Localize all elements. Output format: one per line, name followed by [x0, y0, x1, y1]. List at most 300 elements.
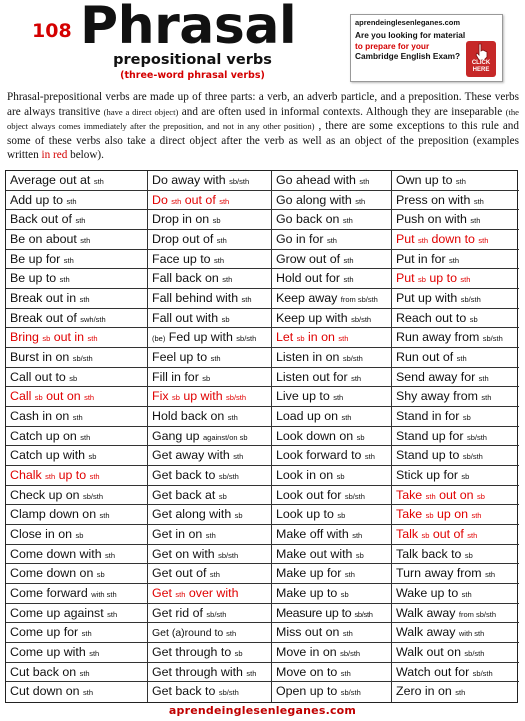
verb-object: sb [171, 393, 180, 403]
intro-red-text: in red [41, 149, 68, 161]
verb-text: Stand up for [396, 428, 467, 443]
verb-text: Come up against [10, 605, 108, 620]
verb-prefix: (be) [152, 334, 166, 344]
verb-cell [6, 171, 148, 191]
verb-cell [272, 230, 392, 250]
verb-text: Hold back on [152, 408, 228, 423]
verb-cell [6, 564, 148, 584]
verb-object: sth [342, 216, 353, 226]
verb-object: sb/sth [72, 353, 93, 363]
verb-text-2: out in [50, 330, 88, 345]
verb-cell [148, 466, 272, 486]
verb-object: sth [478, 373, 489, 383]
verb-text: Run away from [396, 330, 483, 345]
intro-note-1: (have a direct object) [103, 106, 179, 117]
verb-text: Put up with [396, 290, 461, 305]
verb-cell [6, 446, 148, 466]
verb-text: Look up to [276, 507, 338, 522]
verb-object: with sth [91, 589, 117, 599]
verb-cell [148, 171, 272, 191]
verb-text: Close in on [10, 526, 76, 541]
verb-object: sth [470, 216, 481, 226]
verb-text: Cut back on [10, 664, 80, 679]
verb-object: sb [464, 550, 473, 560]
verb-text: Look down on [276, 428, 357, 443]
verb-cell [148, 250, 272, 270]
verb-text: Move in on [276, 644, 341, 659]
verb-object: sb [469, 314, 478, 324]
verb-cell [148, 407, 272, 427]
verb-cell [272, 682, 392, 702]
verb-cell [392, 210, 519, 230]
verb-text: Put in for [396, 251, 450, 266]
verb-object: sth [449, 255, 460, 265]
verb-text: Catch up on [10, 428, 81, 443]
verb-object-2: sth [471, 511, 482, 521]
footer-url: aprendeinglesenleganes.com [168, 704, 357, 717]
verb-object: sth [45, 471, 56, 481]
verb-object: sb/sth [354, 609, 373, 619]
verb-text: Come up for [10, 625, 82, 640]
verb-text: Get in on [152, 526, 206, 541]
verb-cell [6, 368, 148, 388]
verb-object-2: sth [460, 275, 471, 285]
intro-text-3: , there are some exceptions to this rule and some of these verbs also take a direct object after the verb as well as an object of the preposition (examples written [7, 120, 519, 161]
verb-text: Wake up to [396, 585, 462, 600]
verb-cell [272, 171, 392, 191]
page-subsubtitle: (three-word phrasal verbs) [120, 70, 265, 81]
verb-text: Get back to [152, 684, 219, 699]
verb-cell [392, 663, 519, 683]
verb-object: sth [59, 275, 70, 285]
verb-cell [272, 545, 392, 565]
verb-text: Get back to [152, 467, 219, 482]
page-subtitle: prepositional verbs [113, 52, 272, 68]
verb-cell [6, 466, 148, 486]
verb-text: Go back on [276, 212, 343, 227]
verb-text: Look out for [276, 487, 345, 502]
verb-object: sth [79, 294, 90, 304]
verb-cell [272, 191, 392, 211]
click-here-button[interactable] [466, 41, 496, 77]
verb-object: sth [83, 688, 94, 698]
verb-object: sb [88, 452, 97, 462]
verb-text: Cash in on [10, 408, 73, 423]
verb-object: sb [221, 314, 230, 324]
verb-object: sb [421, 530, 430, 540]
verb-text: Push on with [396, 212, 471, 227]
verb-cell [6, 348, 148, 368]
verb-text-2: over with [185, 585, 239, 600]
verb-cell [272, 525, 392, 545]
verb-object: sth [99, 511, 110, 521]
verb-text: Walk away [396, 605, 459, 620]
verb-text-2: out on [435, 487, 477, 502]
verb-cell [272, 387, 392, 407]
verb-text: Fall behind with [152, 290, 242, 305]
verb-cell [148, 191, 272, 211]
verb-cell [272, 210, 392, 230]
verb-cell [392, 387, 519, 407]
verb-object: sth [72, 412, 83, 422]
verb-text: Keep up with [276, 310, 352, 325]
verb-object-2: sth [467, 530, 478, 540]
verb-cell [272, 269, 392, 289]
verb-text: Go in for [276, 231, 327, 246]
verb-cell [272, 250, 392, 270]
verb-object: sb [234, 511, 243, 521]
verb-text: Send away for [396, 369, 479, 384]
ad-line-2: to prepare for your [355, 40, 430, 51]
verb-text: Keep away [276, 290, 341, 305]
verb-cell [392, 584, 519, 604]
verb-text: Call out to [10, 369, 70, 384]
verb-text: Run out of [396, 349, 457, 364]
verb-cell [148, 604, 272, 624]
verb-object: sb/sth [229, 177, 250, 186]
verb-cell [392, 230, 519, 250]
verb-cell [392, 446, 519, 466]
verb-object: sb/sth [83, 491, 104, 501]
verb-cell [148, 564, 272, 584]
verb-text: Come down with [10, 546, 106, 561]
verb-cell [272, 486, 392, 506]
verb-object: sb/sth [218, 471, 239, 481]
verb-cell [392, 250, 519, 270]
verb-text-2: up with [179, 389, 227, 404]
verb-text: Miss out on [276, 625, 343, 640]
verb-cell [272, 407, 392, 427]
verb-cell [6, 643, 148, 663]
verb-cell [148, 682, 272, 702]
verb-cell [148, 309, 272, 329]
verb-cell [392, 604, 519, 624]
verb-cell [6, 663, 148, 683]
verb-cell [148, 427, 272, 447]
hand-pointer-icon [472, 43, 490, 61]
verb-text: Walk away [396, 625, 459, 640]
intro-text-1: Phrasal-prepositional verbs are made up of three parts: a verb, an adverb particle, and a preposition. These verbs are always transitive [7, 91, 519, 118]
verb-cell [148, 289, 272, 309]
verb-object: sth [351, 373, 362, 383]
list-number: 108 [32, 20, 72, 42]
verb-object: sb [356, 432, 365, 442]
verb-object: sb [461, 471, 470, 481]
verb-object: sth [205, 530, 216, 540]
verb-cell [392, 407, 519, 427]
verb-cell [272, 663, 392, 683]
verb-cell [272, 584, 392, 604]
verb-text: Come down on [10, 566, 97, 581]
verb-cell [272, 623, 392, 643]
verb-object: sth [326, 235, 337, 245]
verb-object-2: sth [87, 334, 98, 344]
verb-cell [392, 466, 519, 486]
verb-cell [6, 427, 148, 447]
verb-cell [272, 466, 392, 486]
verb-object: sth [355, 196, 366, 206]
verb-object: sth [66, 196, 77, 206]
verb-object-2: sb [476, 491, 485, 501]
verb-text: Watch out for [396, 664, 473, 679]
cambridge-ad-banner[interactable] [350, 14, 503, 82]
verb-object: sth [175, 589, 186, 599]
ad-line-1: Are you looking for material [355, 30, 466, 40]
verb-text: Go ahead with [276, 173, 360, 187]
verb-object: sth [222, 275, 233, 285]
verb-cell [392, 171, 519, 191]
verb-cell [6, 210, 148, 230]
verb-object: sth [455, 688, 466, 698]
verb-cell [392, 191, 519, 211]
verb-text: Come up with [10, 644, 90, 659]
verb-cell [272, 564, 392, 584]
verb-cell [148, 269, 272, 289]
verb-object: sth [455, 177, 466, 186]
verb-cell [6, 289, 148, 309]
verb-text: Talk [396, 526, 422, 541]
verb-object: sb [212, 216, 221, 226]
verb-object: sth [342, 629, 353, 639]
verb-object: sth [241, 294, 252, 304]
verb-text: Make out with [276, 546, 356, 561]
verb-object: sb/sth [340, 688, 361, 698]
verb-text: Stick up for [396, 467, 462, 482]
verb-text: Make up to [276, 585, 341, 600]
verb-cell [392, 289, 519, 309]
ad-text [355, 30, 467, 62]
verb-cell [148, 446, 272, 466]
verb-cell [272, 348, 392, 368]
verb-text: Load up on [276, 408, 342, 423]
verb-cell [148, 663, 272, 683]
verb-text: Make up for [276, 566, 345, 581]
verb-text: Stand in for [396, 408, 463, 423]
verb-text: Measure up to [276, 605, 355, 620]
verb-cell [6, 328, 148, 348]
verb-cell [6, 387, 148, 407]
verb-object: sth [418, 235, 429, 245]
verb-object: from sb/sth [340, 294, 378, 304]
verb-cell [148, 623, 272, 643]
verb-text: Zero in on [396, 684, 456, 699]
verb-text-2: in on [304, 330, 339, 345]
verb-object-2: sth [219, 196, 230, 206]
verb-object: sb/sth [218, 688, 239, 698]
verb-cell [272, 289, 392, 309]
verb-object-2: sth [84, 393, 95, 403]
verb-cell [148, 230, 272, 250]
verb-text: Catch up with [10, 448, 89, 463]
verb-text: Fed up with [165, 330, 237, 345]
verb-object: sth [227, 412, 238, 422]
verb-cell [392, 269, 519, 289]
verb-object: sb [418, 275, 426, 285]
verb-object: sth [343, 275, 354, 285]
verb-object: sb [337, 511, 346, 521]
verb-text: Put [396, 271, 419, 286]
verb-text: Move on to [276, 664, 341, 679]
verb-text: Reach out to [396, 310, 470, 325]
verb-object: sb/sth [351, 314, 372, 324]
verb-object: sth [340, 668, 351, 678]
verb-cell [6, 191, 148, 211]
verb-text: Live up to [276, 389, 334, 404]
verb-cell [6, 584, 148, 604]
verb-object: sth [214, 255, 225, 265]
verb-cell [392, 682, 519, 702]
verb-text: Chalk [10, 467, 46, 482]
verb-cell [6, 407, 148, 427]
verb-object: sth [341, 412, 352, 422]
verb-object: sth [481, 393, 492, 403]
verb-cell [148, 486, 272, 506]
verb-cell [148, 328, 272, 348]
verb-text-2: out on [42, 389, 85, 404]
verb-text: Turn away from [396, 566, 486, 581]
verb-cell [392, 368, 519, 388]
verb-object: sb/sth [342, 353, 363, 363]
verb-cell [272, 427, 392, 447]
verb-text: Own up to [396, 173, 456, 187]
verb-object: sth [344, 570, 355, 580]
verb-text: Clamp down on [10, 507, 100, 522]
verb-cell [392, 545, 519, 565]
verb-object: sth [171, 196, 182, 206]
verb-text: Go along with [276, 192, 356, 207]
verb-text: Get through with [152, 664, 247, 679]
verb-text: Look forward to [276, 448, 365, 463]
verb-object: sb [425, 511, 434, 521]
verb-object: sb [202, 373, 211, 383]
verb-text: Get [152, 585, 176, 600]
verb-text: Get out of [152, 566, 210, 581]
verb-cell [272, 328, 392, 348]
phrasal-verb-table [5, 170, 518, 703]
verb-cell [392, 564, 519, 584]
verb-text: Get through to [152, 644, 235, 659]
verb-object: sb/sth [218, 550, 239, 560]
verb-object: sth [461, 589, 472, 599]
verb-cell [392, 348, 519, 368]
verb-object: sth [89, 648, 100, 658]
verb-text-2: up to [55, 467, 90, 482]
verb-object: sb [42, 334, 51, 344]
verb-object: sth [80, 432, 91, 442]
verb-object: sb/sth [340, 648, 361, 658]
verb-text: Stand up to [396, 448, 463, 463]
verb-text: Put [396, 231, 419, 246]
verb-object: sth [456, 353, 467, 363]
verb-text: Call [10, 389, 35, 404]
verb-object-2: sb/sth [226, 393, 247, 403]
verb-object: sb/sth [344, 491, 365, 501]
verb-text: Burst in on [10, 349, 73, 364]
verb-text: Make off with [276, 526, 353, 541]
verb-cell [272, 368, 392, 388]
verb-cell [148, 368, 272, 388]
verb-cell [148, 545, 272, 565]
verb-object: sb [34, 393, 43, 403]
ad-line-3: Cambridge English Exam? [355, 51, 461, 62]
verb-text: Let [276, 330, 297, 345]
verb-cell [6, 623, 148, 643]
verb-object: sb [218, 491, 227, 501]
verb-text: Drop in on [152, 212, 213, 227]
verb-object: sth [210, 353, 221, 363]
verb-object: sb/sth [462, 452, 483, 462]
verb-object: sb [462, 412, 471, 422]
verb-cell [6, 230, 148, 250]
verb-object: sb [340, 589, 349, 599]
verb-object: sb/sth [466, 432, 487, 442]
verb-text: Fall out with [152, 310, 222, 325]
verb-text-2: up on [433, 507, 472, 522]
verb-cell [6, 309, 148, 329]
verb-cell [392, 643, 519, 663]
verb-text: Look in on [276, 467, 337, 482]
verb-object: sb [234, 648, 243, 658]
verb-cell [6, 269, 148, 289]
verb-cell [6, 604, 148, 624]
verb-cell [392, 427, 519, 447]
verb-object: sth [75, 216, 86, 226]
verb-cell [6, 486, 148, 506]
verb-cell [6, 250, 148, 270]
verb-object: sb [69, 373, 78, 383]
verb-text: Hold out for [276, 271, 344, 286]
verb-text: Get away with [152, 448, 234, 463]
ad-url: aprendeinglesenleganes.com [355, 18, 461, 27]
verb-text: Drop out of [152, 231, 217, 246]
verb-object: sth [233, 452, 244, 462]
page-title: Phrasal [80, 0, 297, 56]
verb-text: Feel up to [152, 349, 211, 364]
intro-note-2: (the object always comes immediately after the preposition, and not in any other position) [7, 106, 519, 131]
verb-cell [148, 643, 272, 663]
verb-object: sb [336, 471, 345, 481]
verb-object: against/on sb [202, 432, 248, 442]
verb-cell [6, 545, 148, 565]
verb-object-2: sth [478, 235, 489, 245]
verb-text: Be up for [10, 251, 64, 266]
verb-object: sth [359, 177, 370, 186]
verb-text: Walk out on [396, 644, 465, 659]
intro-paragraph [7, 90, 519, 163]
verb-cell [272, 309, 392, 329]
verb-text: Open up to [276, 684, 341, 699]
verb-object: sth [473, 196, 484, 206]
intro-text-2: and are often used in informal contexts. Although they are inseparable [178, 105, 506, 118]
verb-cell [6, 505, 148, 525]
verb-text: Do [152, 192, 172, 207]
verb-text: Average out at [10, 173, 94, 187]
verb-object: sth [352, 530, 363, 540]
click-here-label: CLICK HERE [471, 60, 491, 73]
verb-object: sb/sth [482, 334, 503, 344]
verb-cell [148, 348, 272, 368]
verb-object: sth [209, 570, 220, 580]
intro-text-4: below). [67, 149, 104, 161]
verb-cell [148, 505, 272, 525]
verb-text: Bring [10, 330, 43, 345]
verb-object: sb/sth [464, 648, 485, 658]
verb-cell [392, 328, 519, 348]
verb-cell [392, 486, 519, 506]
verb-text-2: up to [425, 271, 461, 286]
verb-text: Take [396, 507, 426, 522]
verb-object: sth [343, 255, 354, 265]
